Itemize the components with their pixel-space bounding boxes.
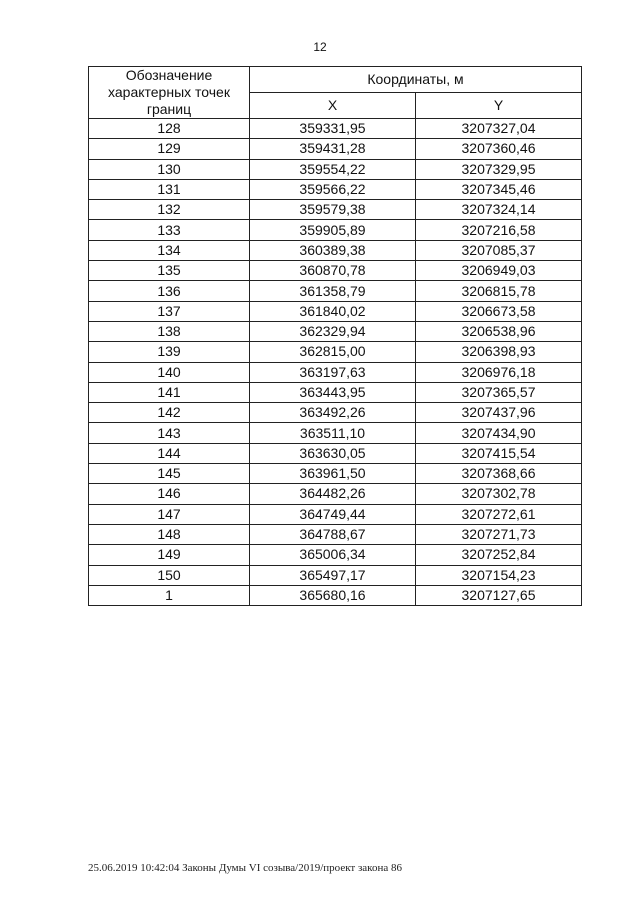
header-x: X — [250, 93, 416, 119]
point-code-cell: 148 — [89, 524, 250, 544]
table-header-row — [89, 67, 582, 93]
x-coordinate-cell: 360870,78 — [250, 261, 416, 281]
table-row — [89, 362, 582, 382]
y-coordinate-cell: 3207437,96 — [416, 403, 582, 423]
x-coordinate-cell: 361840,02 — [250, 301, 416, 321]
header-coordinates: Координаты, м — [250, 67, 582, 93]
x-coordinate-cell: 361358,79 — [250, 281, 416, 301]
table-body — [89, 119, 582, 606]
table-row — [89, 585, 582, 605]
table-row — [89, 382, 582, 402]
x-coordinate-cell: 363492,26 — [250, 403, 416, 423]
table-row — [89, 240, 582, 260]
y-coordinate-cell: 3207345,46 — [416, 179, 582, 199]
table-row — [89, 524, 582, 544]
x-coordinate-cell: 363197,63 — [250, 362, 416, 382]
coordinates-table — [88, 66, 582, 606]
point-code-cell: 140 — [89, 362, 250, 382]
y-coordinate-cell: 3207329,95 — [416, 159, 582, 179]
table-row — [89, 159, 582, 179]
point-code-cell: 134 — [89, 240, 250, 260]
header-y: Y — [416, 93, 582, 119]
table-row — [89, 139, 582, 159]
point-code-cell: 144 — [89, 443, 250, 463]
table-row — [89, 484, 582, 504]
x-coordinate-cell: 362815,00 — [250, 342, 416, 362]
x-coordinate-cell: 359331,95 — [250, 119, 416, 139]
point-code-cell: 1 — [89, 585, 250, 605]
y-coordinate-cell: 3206976,18 — [416, 362, 582, 382]
y-coordinate-cell: 3207271,73 — [416, 524, 582, 544]
x-coordinate-cell: 363511,10 — [250, 423, 416, 443]
y-coordinate-cell: 3207415,54 — [416, 443, 582, 463]
point-code-cell: 149 — [89, 545, 250, 565]
point-code-cell: 137 — [89, 301, 250, 321]
y-coordinate-cell: 3207324,14 — [416, 200, 582, 220]
y-coordinate-cell: 3207327,04 — [416, 119, 582, 139]
point-code-cell: 130 — [89, 159, 250, 179]
y-coordinate-cell: 3207154,23 — [416, 565, 582, 585]
table-row — [89, 281, 582, 301]
x-coordinate-cell: 359431,28 — [250, 139, 416, 159]
x-coordinate-cell: 363443,95 — [250, 382, 416, 402]
x-coordinate-cell: 365006,34 — [250, 545, 416, 565]
point-code-cell: 133 — [89, 220, 250, 240]
footer-text: 25.06.2019 10:42:04 Законы Думы VI созыва/2019/проект закона 86 — [88, 862, 402, 874]
x-coordinate-cell: 359579,38 — [250, 200, 416, 220]
table-row — [89, 403, 582, 423]
x-coordinate-cell: 363630,05 — [250, 443, 416, 463]
point-code-cell: 143 — [89, 423, 250, 443]
y-coordinate-cell: 3206398,93 — [416, 342, 582, 362]
table-row — [89, 423, 582, 443]
point-code-cell: 145 — [89, 464, 250, 484]
x-coordinate-cell: 359554,22 — [250, 159, 416, 179]
point-code-cell: 139 — [89, 342, 250, 362]
table-row — [89, 565, 582, 585]
table-row — [89, 200, 582, 220]
y-coordinate-cell: 3207272,61 — [416, 504, 582, 524]
x-coordinate-cell: 364749,44 — [250, 504, 416, 524]
y-coordinate-cell: 3207365,57 — [416, 382, 582, 402]
table-row — [89, 119, 582, 139]
x-coordinate-cell: 364788,67 — [250, 524, 416, 544]
table-row — [89, 504, 582, 524]
table-row — [89, 443, 582, 463]
point-code-cell: 135 — [89, 261, 250, 281]
y-coordinate-cell: 3207216,58 — [416, 220, 582, 240]
x-coordinate-cell: 359566,22 — [250, 179, 416, 199]
point-code-cell: 141 — [89, 382, 250, 402]
y-coordinate-cell: 3207302,78 — [416, 484, 582, 504]
y-coordinate-cell: 3207085,37 — [416, 240, 582, 260]
table-row — [89, 261, 582, 281]
table-row — [89, 342, 582, 362]
y-coordinate-cell: 3207434,90 — [416, 423, 582, 443]
point-code-cell: 150 — [89, 565, 250, 585]
point-code-cell: 132 — [89, 200, 250, 220]
table-row — [89, 545, 582, 565]
header-point-code: Обозначение характерных точек границ — [89, 67, 250, 119]
x-coordinate-cell: 359905,89 — [250, 220, 416, 240]
x-coordinate-cell: 364482,26 — [250, 484, 416, 504]
table-row — [89, 464, 582, 484]
y-coordinate-cell: 3207127,65 — [416, 585, 582, 605]
x-coordinate-cell: 365680,16 — [250, 585, 416, 605]
x-coordinate-cell: 363961,50 — [250, 464, 416, 484]
y-coordinate-cell: 3207368,66 — [416, 464, 582, 484]
table-row — [89, 179, 582, 199]
point-code-cell: 142 — [89, 403, 250, 423]
y-coordinate-cell: 3206949,03 — [416, 261, 582, 281]
point-code-cell: 146 — [89, 484, 250, 504]
y-coordinate-cell: 3207360,46 — [416, 139, 582, 159]
x-coordinate-cell: 365497,17 — [250, 565, 416, 585]
point-code-cell: 128 — [89, 119, 250, 139]
y-coordinate-cell: 3206673,58 — [416, 301, 582, 321]
point-code-cell: 129 — [89, 139, 250, 159]
point-code-cell: 131 — [89, 179, 250, 199]
page-number: 12 — [313, 40, 327, 54]
point-code-cell: 147 — [89, 504, 250, 524]
x-coordinate-cell: 362329,94 — [250, 321, 416, 341]
table-row — [89, 301, 582, 321]
point-code-cell: 138 — [89, 321, 250, 341]
table-row — [89, 321, 582, 341]
table-row — [89, 220, 582, 240]
x-coordinate-cell: 360389,38 — [250, 240, 416, 260]
y-coordinate-cell: 3207252,84 — [416, 545, 582, 565]
y-coordinate-cell: 3206815,78 — [416, 281, 582, 301]
point-code-cell: 136 — [89, 281, 250, 301]
y-coordinate-cell: 3206538,96 — [416, 321, 582, 341]
